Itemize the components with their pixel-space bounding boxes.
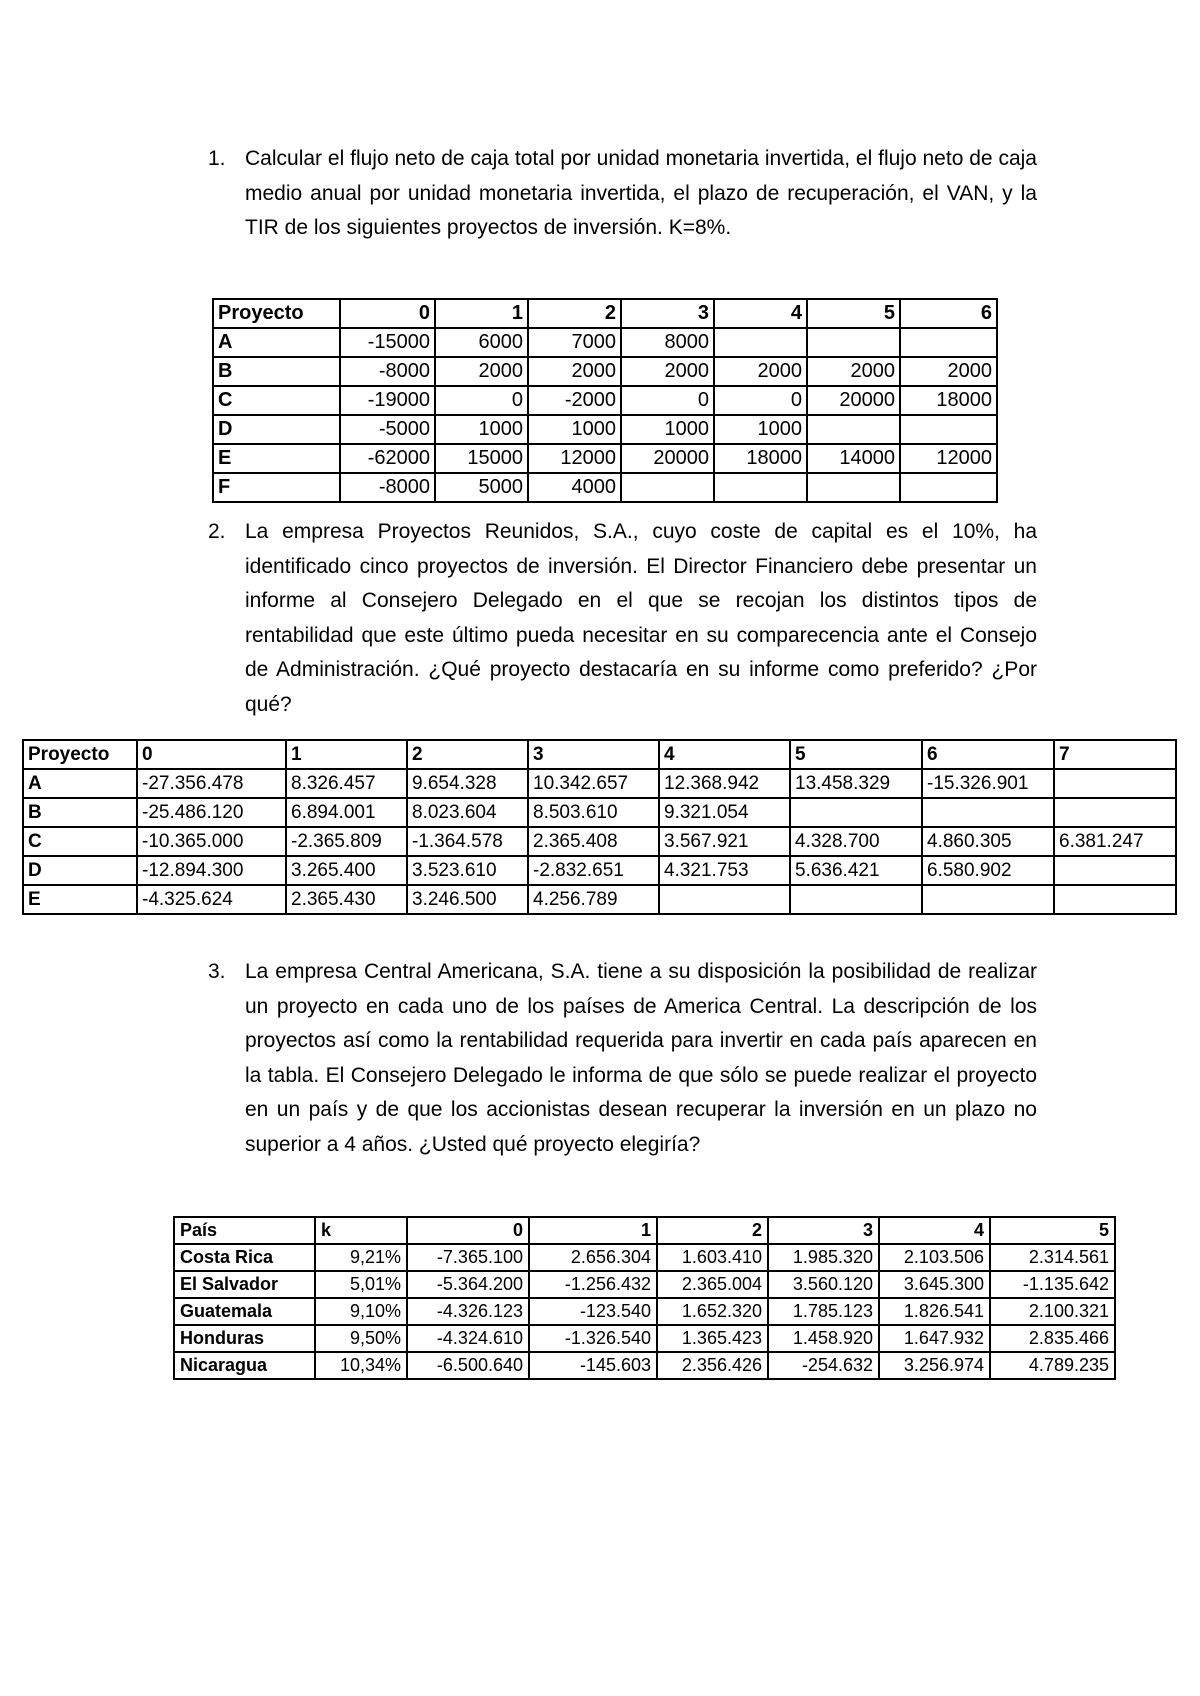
table-cell: -123.540 xyxy=(529,1298,657,1325)
row-label-cell: A xyxy=(23,769,137,798)
table-cell: 2.835.466 xyxy=(990,1325,1115,1352)
table-cell: 3.645.300 xyxy=(879,1271,990,1298)
table-header-row xyxy=(174,1217,1115,1244)
table-row xyxy=(174,1352,1115,1379)
table-cell xyxy=(900,473,997,502)
table-cell: 4.789.235 xyxy=(990,1352,1115,1379)
table-header-row xyxy=(23,740,1176,769)
table-row xyxy=(213,328,997,357)
header-cell: 2 xyxy=(528,299,621,328)
table-cell: 1000 xyxy=(435,415,528,444)
table-cell: 1000 xyxy=(528,415,621,444)
table-row xyxy=(23,827,1176,856)
table-cell: 2000 xyxy=(528,357,621,386)
header-cell: 5 xyxy=(807,299,900,328)
table-cell xyxy=(621,473,714,502)
table-cell: 9,10% xyxy=(315,1298,407,1325)
table-cell: 6.381.247 xyxy=(1054,827,1176,856)
table-cell: 9.654.328 xyxy=(407,769,528,798)
header-cell: 6 xyxy=(900,299,997,328)
table-cell: 4.256.789 xyxy=(528,885,659,914)
table-cell: 18000 xyxy=(900,386,997,415)
row-label-cell: E xyxy=(23,885,137,914)
table-cell: 1.458.920 xyxy=(768,1325,879,1352)
table-cell: 0 xyxy=(714,386,807,415)
table-cell: 4.860.305 xyxy=(922,827,1054,856)
table-cell: 1000 xyxy=(714,415,807,444)
table-cell: 13.458.329 xyxy=(790,769,922,798)
table-row xyxy=(213,473,997,502)
header-cell: País xyxy=(174,1217,315,1244)
table-cell: 9,21% xyxy=(315,1244,407,1271)
table-row xyxy=(213,444,997,473)
table-cell: -1.326.540 xyxy=(529,1325,657,1352)
table-cell: -145.603 xyxy=(529,1352,657,1379)
table-row xyxy=(23,856,1176,885)
header-cell: Proyecto xyxy=(213,299,340,328)
table-cell: 10,34% xyxy=(315,1352,407,1379)
table-cell: -19000 xyxy=(340,386,435,415)
table-row xyxy=(213,357,997,386)
table-cell: 3.523.610 xyxy=(407,856,528,885)
table-cell xyxy=(807,473,900,502)
header-cell: k xyxy=(315,1217,407,1244)
table-cell: 6.894.001 xyxy=(286,798,407,827)
question-2-text: La empresa Proyectos Reunidos, S.A., cuyo coste de capital es el 10%, ha identificado cinco proyectos de inversión. El Director Financiero debe presentar un informe al Consejero Delegado en el que se recojan los distintos tipos de rentabilidad que este último pueda necesitar en su comparecencia ante el Consejo de Administración. ¿Qué proyecto destacaría en su informe como preferido? ¿Por qué? xyxy=(245,520,1037,716)
table-cell: -62000 xyxy=(340,444,435,473)
table-cell: -7.365.100 xyxy=(407,1244,529,1271)
table-cell: 8.503.610 xyxy=(528,798,659,827)
header-cell: 3 xyxy=(621,299,714,328)
table-cell: 2000 xyxy=(621,357,714,386)
row-label-cell: E xyxy=(213,444,340,473)
table-cell: 12.368.942 xyxy=(659,769,790,798)
table-cell xyxy=(790,798,922,827)
header-cell: 4 xyxy=(879,1217,990,1244)
header-cell: 6 xyxy=(922,740,1054,769)
table-cell: -1.364.578 xyxy=(407,827,528,856)
header-cell: 0 xyxy=(340,299,435,328)
table-cell xyxy=(807,415,900,444)
header-cell: 1 xyxy=(435,299,528,328)
row-label-cell: D xyxy=(23,856,137,885)
table-cell: 10.342.657 xyxy=(528,769,659,798)
table-cell: 8.023.604 xyxy=(407,798,528,827)
table-cell: 3.560.120 xyxy=(768,1271,879,1298)
table-row xyxy=(23,769,1176,798)
header-cell: 1 xyxy=(286,740,407,769)
table-row xyxy=(174,1325,1115,1352)
table-cell: 0 xyxy=(621,386,714,415)
table-cell xyxy=(922,798,1054,827)
table-cell: -4.326.123 xyxy=(407,1298,529,1325)
header-cell: 0 xyxy=(407,1217,529,1244)
table-cell: -1.135.642 xyxy=(990,1271,1115,1298)
table-cell: -27.356.478 xyxy=(137,769,286,798)
header-cell: 5 xyxy=(990,1217,1115,1244)
question-1 xyxy=(208,142,1037,246)
table-cell: 2.365.408 xyxy=(528,827,659,856)
table-cell: -25.486.120 xyxy=(137,798,286,827)
table-cell xyxy=(790,885,922,914)
row-label-cell: B xyxy=(213,357,340,386)
table-cell xyxy=(807,328,900,357)
row-label-cell: Nicaragua xyxy=(174,1352,315,1379)
table-cell: 12000 xyxy=(528,444,621,473)
question-1-number: 1. xyxy=(208,147,226,170)
table-header-row xyxy=(213,299,997,328)
table-cell: 5000 xyxy=(435,473,528,502)
table-cell: 9.321.054 xyxy=(659,798,790,827)
table-cell: 1.652.320 xyxy=(657,1298,768,1325)
table-cell: -2000 xyxy=(528,386,621,415)
header-cell: 2 xyxy=(407,740,528,769)
table-cell: 2.656.304 xyxy=(529,1244,657,1271)
table-cell: -6.500.640 xyxy=(407,1352,529,1379)
table-row xyxy=(174,1244,1115,1271)
table-cell: -15000 xyxy=(340,328,435,357)
table-cell: 4.328.700 xyxy=(790,827,922,856)
table-row xyxy=(213,386,997,415)
table-cell xyxy=(1054,769,1176,798)
table-cell xyxy=(714,473,807,502)
question-3-number: 3. xyxy=(208,960,226,983)
header-cell: 3 xyxy=(768,1217,879,1244)
table-cell: 2000 xyxy=(435,357,528,386)
table-1-projects-cashflows xyxy=(212,298,998,503)
table-cell: 8000 xyxy=(621,328,714,357)
table-row xyxy=(23,798,1176,827)
table-cell: 1.985.320 xyxy=(768,1244,879,1271)
table-cell: -5000 xyxy=(340,415,435,444)
table-cell xyxy=(659,885,790,914)
table-cell xyxy=(900,415,997,444)
table-cell: 1.647.932 xyxy=(879,1325,990,1352)
table-cell xyxy=(714,328,807,357)
row-label-cell: F xyxy=(213,473,340,502)
table-cell: 7000 xyxy=(528,328,621,357)
table-cell xyxy=(1054,798,1176,827)
row-label-cell: El Salvador xyxy=(174,1271,315,1298)
question-2 xyxy=(208,515,1037,722)
table-cell: -8000 xyxy=(340,473,435,502)
table-cell: 18000 xyxy=(714,444,807,473)
table-cell: 2.365.004 xyxy=(657,1271,768,1298)
table-cell: 2.103.506 xyxy=(879,1244,990,1271)
table-cell xyxy=(922,885,1054,914)
row-label-cell: Guatemala xyxy=(174,1298,315,1325)
header-cell: 4 xyxy=(714,299,807,328)
table-cell: 5,01% xyxy=(315,1271,407,1298)
table-cell xyxy=(1054,856,1176,885)
table-cell: 1.785.123 xyxy=(768,1298,879,1325)
table-2-projects-cashflows xyxy=(22,739,1177,915)
question-3 xyxy=(208,955,1037,1162)
header-cell: 2 xyxy=(657,1217,768,1244)
row-label-cell: D xyxy=(213,415,340,444)
header-cell: 5 xyxy=(790,740,922,769)
table-cell: 4000 xyxy=(528,473,621,502)
row-label-cell: Costa Rica xyxy=(174,1244,315,1271)
table-cell: 3.246.500 xyxy=(407,885,528,914)
table-cell: -2.832.651 xyxy=(528,856,659,885)
table-cell: 2.365.430 xyxy=(286,885,407,914)
table-cell: 2000 xyxy=(807,357,900,386)
header-cell: Proyecto xyxy=(23,740,137,769)
table-cell: 6.580.902 xyxy=(922,856,1054,885)
header-cell: 0 xyxy=(137,740,286,769)
table-cell: -1.256.432 xyxy=(529,1271,657,1298)
table-cell: 20000 xyxy=(621,444,714,473)
table-cell: -8000 xyxy=(340,357,435,386)
table-row xyxy=(213,415,997,444)
table-cell: 1.603.410 xyxy=(657,1244,768,1271)
table-cell: 2.356.426 xyxy=(657,1352,768,1379)
table-cell: 6000 xyxy=(435,328,528,357)
table-cell: 8.326.457 xyxy=(286,769,407,798)
table-cell: 1000 xyxy=(621,415,714,444)
table-cell: 4.321.753 xyxy=(659,856,790,885)
table-cell: 3.256.974 xyxy=(879,1352,990,1379)
table-cell: 1.826.541 xyxy=(879,1298,990,1325)
table-cell: -5.364.200 xyxy=(407,1271,529,1298)
table-cell: 3.567.921 xyxy=(659,827,790,856)
table-cell: -4.325.624 xyxy=(137,885,286,914)
table-row xyxy=(174,1298,1115,1325)
table-cell: -4.324.610 xyxy=(407,1325,529,1352)
header-cell: 3 xyxy=(528,740,659,769)
header-cell: 4 xyxy=(659,740,790,769)
table-cell: 9,50% xyxy=(315,1325,407,1352)
table-cell: 2.100.321 xyxy=(990,1298,1115,1325)
table-3-country-projects xyxy=(173,1216,1116,1380)
table-cell: -12.894.300 xyxy=(137,856,286,885)
table-cell: 2.314.561 xyxy=(990,1244,1115,1271)
table-cell xyxy=(1054,885,1176,914)
table-cell: 20000 xyxy=(807,386,900,415)
question-3-text: La empresa Central Americana, S.A. tiene a su disposición la posibilidad de realizar un proyecto en cada uno de los países de America Central. La descripción de los proyectos así como la rentabilidad requerida para invertir en cada país aparecen en la tabla. El Consejero Delegado le informa de que sólo se puede realizar el proyecto en un país y de que los accionistas desean recuperar la inversión en un plazo no superior a 4 años. ¿Usted qué proyecto elegiría? xyxy=(245,960,1037,1156)
row-label-cell: B xyxy=(23,798,137,827)
table-cell: 0 xyxy=(435,386,528,415)
table-cell: 14000 xyxy=(807,444,900,473)
row-label-cell: A xyxy=(213,328,340,357)
row-label-cell: C xyxy=(23,827,137,856)
table-cell: 2000 xyxy=(714,357,807,386)
table-cell: 5.636.421 xyxy=(790,856,922,885)
table-cell: 12000 xyxy=(900,444,997,473)
table-cell: 1.365.423 xyxy=(657,1325,768,1352)
question-1-text: Calcular el flujo neto de caja total por unidad monetaria invertida, el flujo neto de caja medio anual por unidad monetaria invertida, el plazo de recuperación, el VAN, y la TIR de los siguientes proyectos de inversión. K=8%. xyxy=(245,147,1037,239)
row-label-cell: Honduras xyxy=(174,1325,315,1352)
table-cell: -2.365.809 xyxy=(286,827,407,856)
table-cell: 2000 xyxy=(900,357,997,386)
table-row xyxy=(23,885,1176,914)
table-cell: 15000 xyxy=(435,444,528,473)
table-row xyxy=(174,1271,1115,1298)
table-cell: 3.265.400 xyxy=(286,856,407,885)
table-cell: -254.632 xyxy=(768,1352,879,1379)
table-cell xyxy=(900,328,997,357)
row-label-cell: C xyxy=(213,386,340,415)
header-cell: 1 xyxy=(529,1217,657,1244)
table-cell: -15.326.901 xyxy=(922,769,1054,798)
table-cell: -10.365.000 xyxy=(137,827,286,856)
header-cell: 7 xyxy=(1054,740,1176,769)
question-2-number: 2. xyxy=(208,520,226,543)
